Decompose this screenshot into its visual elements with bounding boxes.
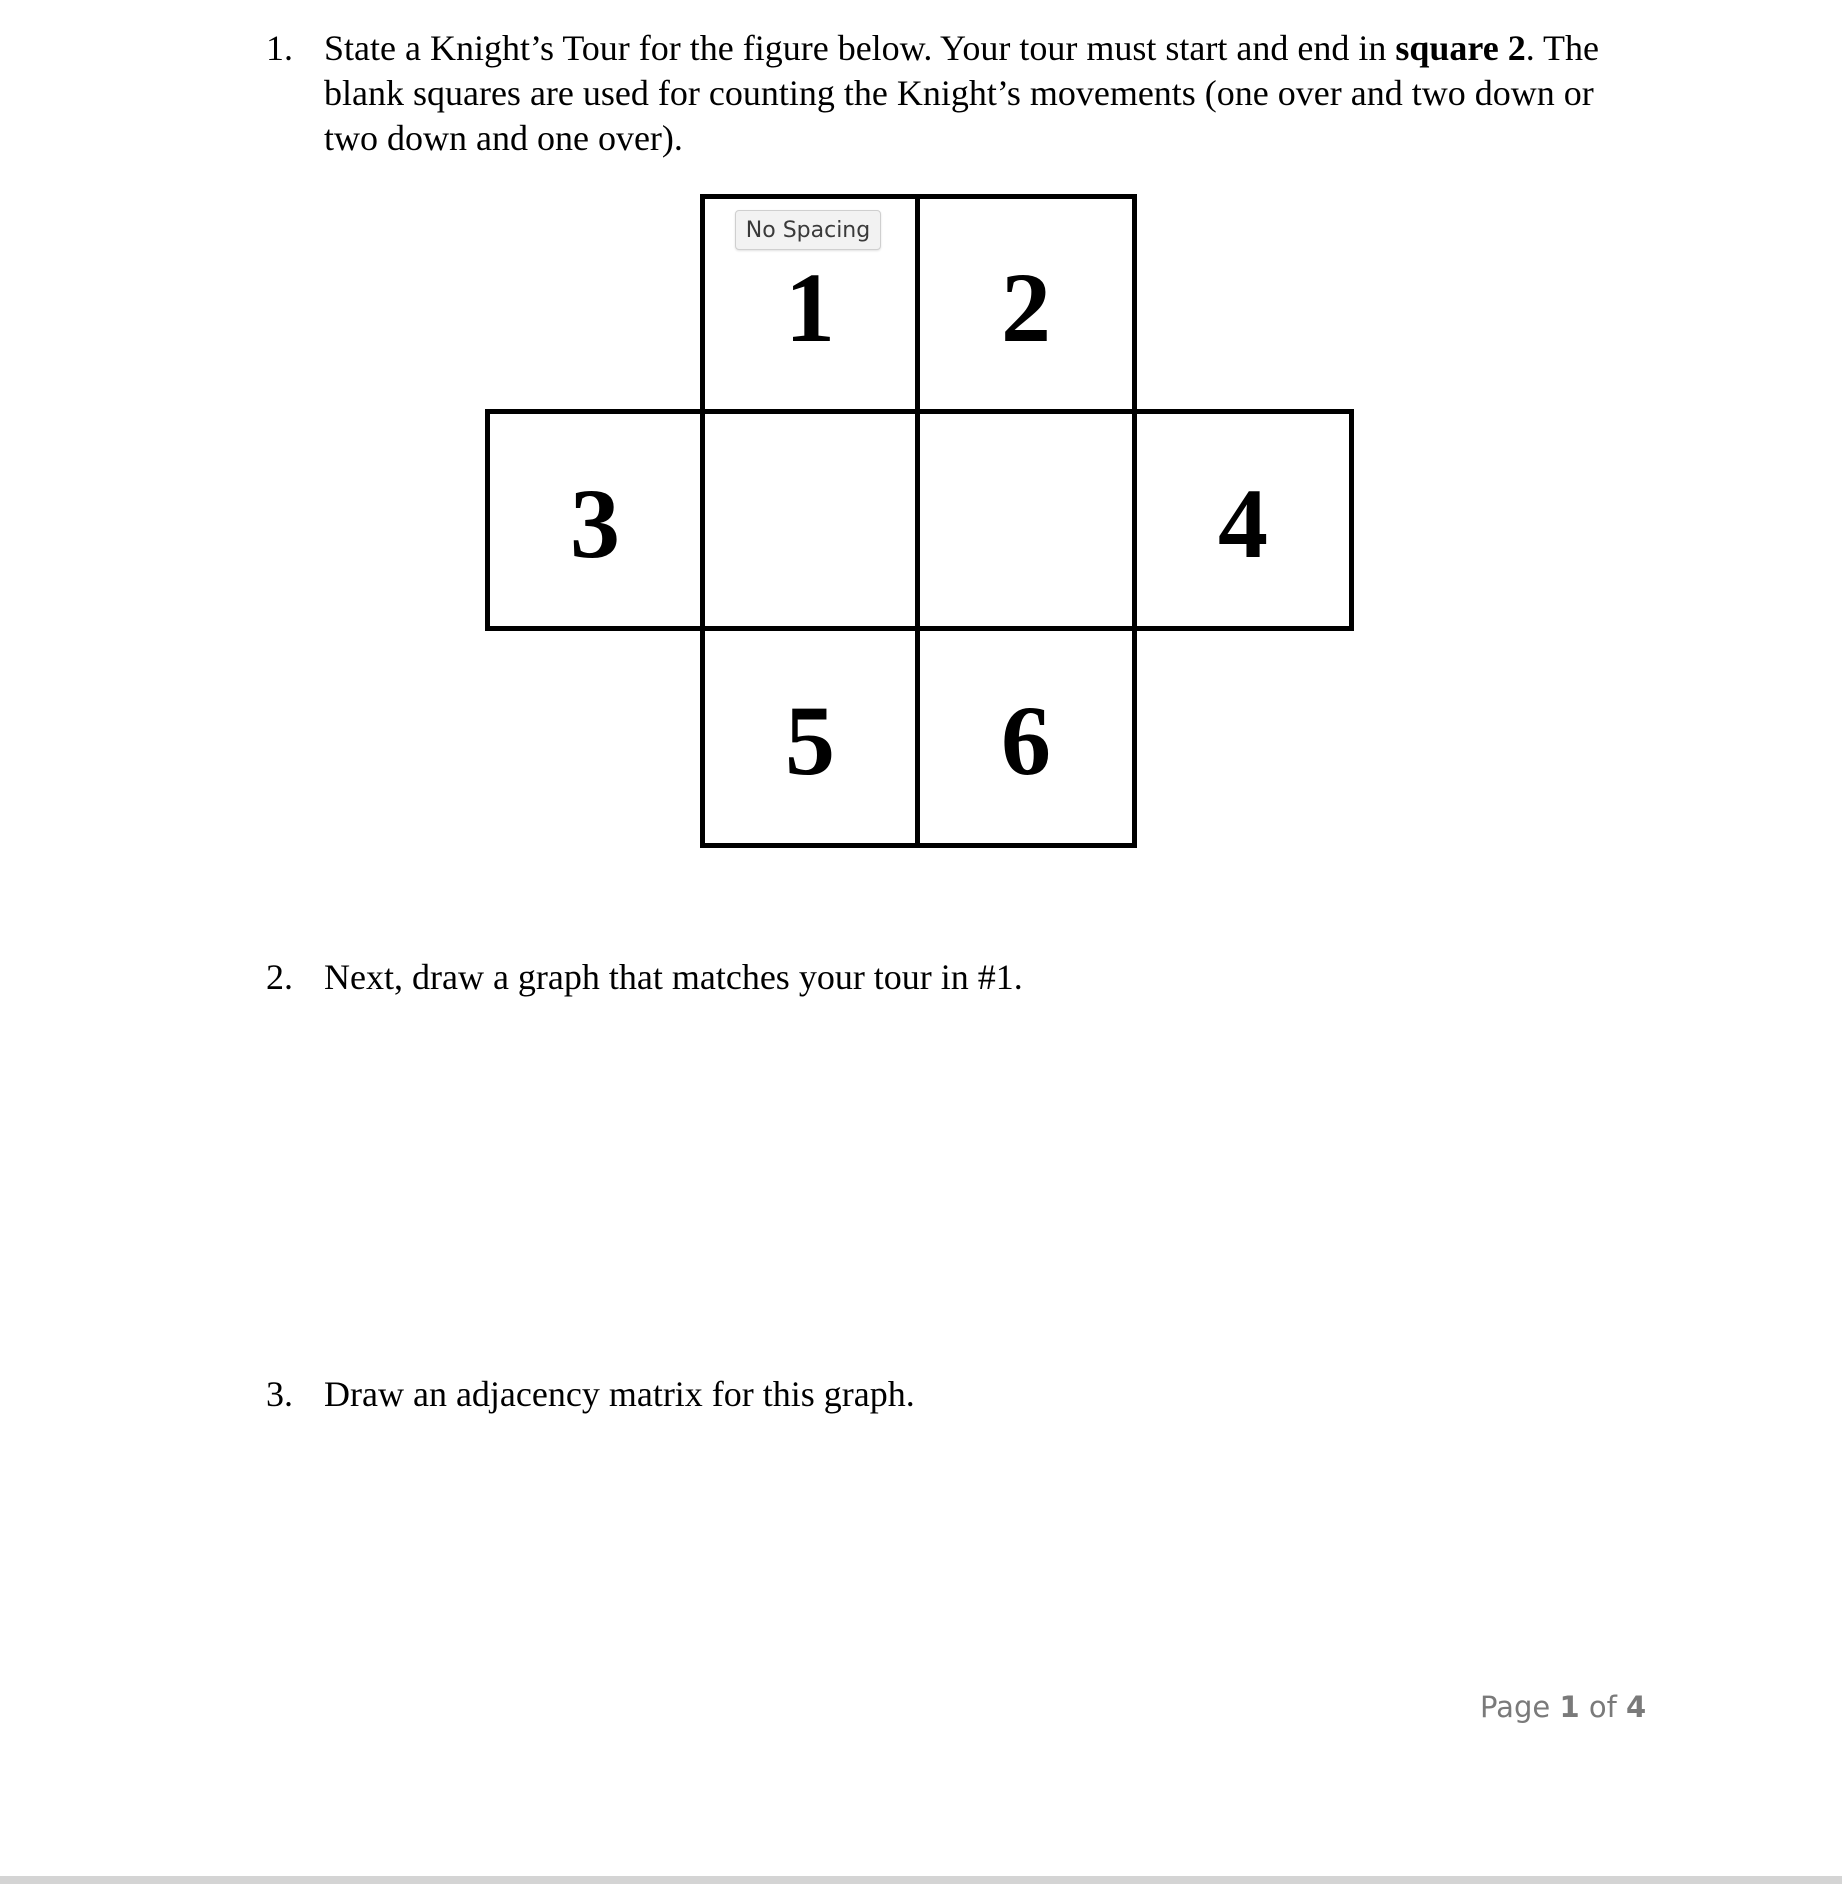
question-3 (266, 1372, 1626, 1417)
square-2 (915, 194, 1137, 414)
question-2 (266, 955, 1626, 1000)
question-1 (266, 26, 1626, 161)
square-5 (700, 626, 920, 848)
blank-square-right (915, 409, 1137, 631)
page-indicator-prefix: Page (1480, 1690, 1560, 1724)
square-6-label: 6 (1001, 685, 1051, 796)
page-indicator-current: 1 (1559, 1690, 1580, 1724)
square-5-label: 5 (785, 685, 835, 796)
question-3-text: Draw an adjacency matrix for this graph. (324, 1374, 915, 1414)
paragraph-style-tooltip: No Spacing (735, 210, 881, 250)
page-indicator (1480, 1690, 1646, 1724)
question-1-text-end: . The blank squares are used for counting the Knight’s movements (one over and two down or two down and one over). (324, 28, 1600, 158)
square-2-label: 2 (1001, 252, 1051, 363)
square-3-label: 3 (570, 468, 620, 579)
question-1-bold-text: square 2 (1395, 28, 1526, 68)
square-3 (485, 409, 705, 631)
page-indicator-total: 4 (1626, 1690, 1647, 1724)
square-6 (915, 626, 1137, 848)
square-4 (1132, 409, 1354, 631)
question-2-number: 2. (266, 957, 293, 997)
blank-square-left (700, 409, 920, 631)
question-1-text (324, 26, 1626, 161)
square-4-label: 4 (1218, 468, 1268, 579)
question-3-number: 3. (266, 1374, 293, 1414)
page-bottom-edge (0, 1876, 1842, 1884)
page-indicator-separator: of (1579, 1690, 1627, 1724)
question-1-number: 1. (266, 28, 293, 68)
question-2-text: Next, draw a graph that matches your tour in #1. (324, 957, 1023, 997)
question-1-text-start: State a Knight’s Tour for the figure below. Your tour must start and end in (324, 28, 1396, 68)
square-1-label: 1 (785, 252, 835, 363)
